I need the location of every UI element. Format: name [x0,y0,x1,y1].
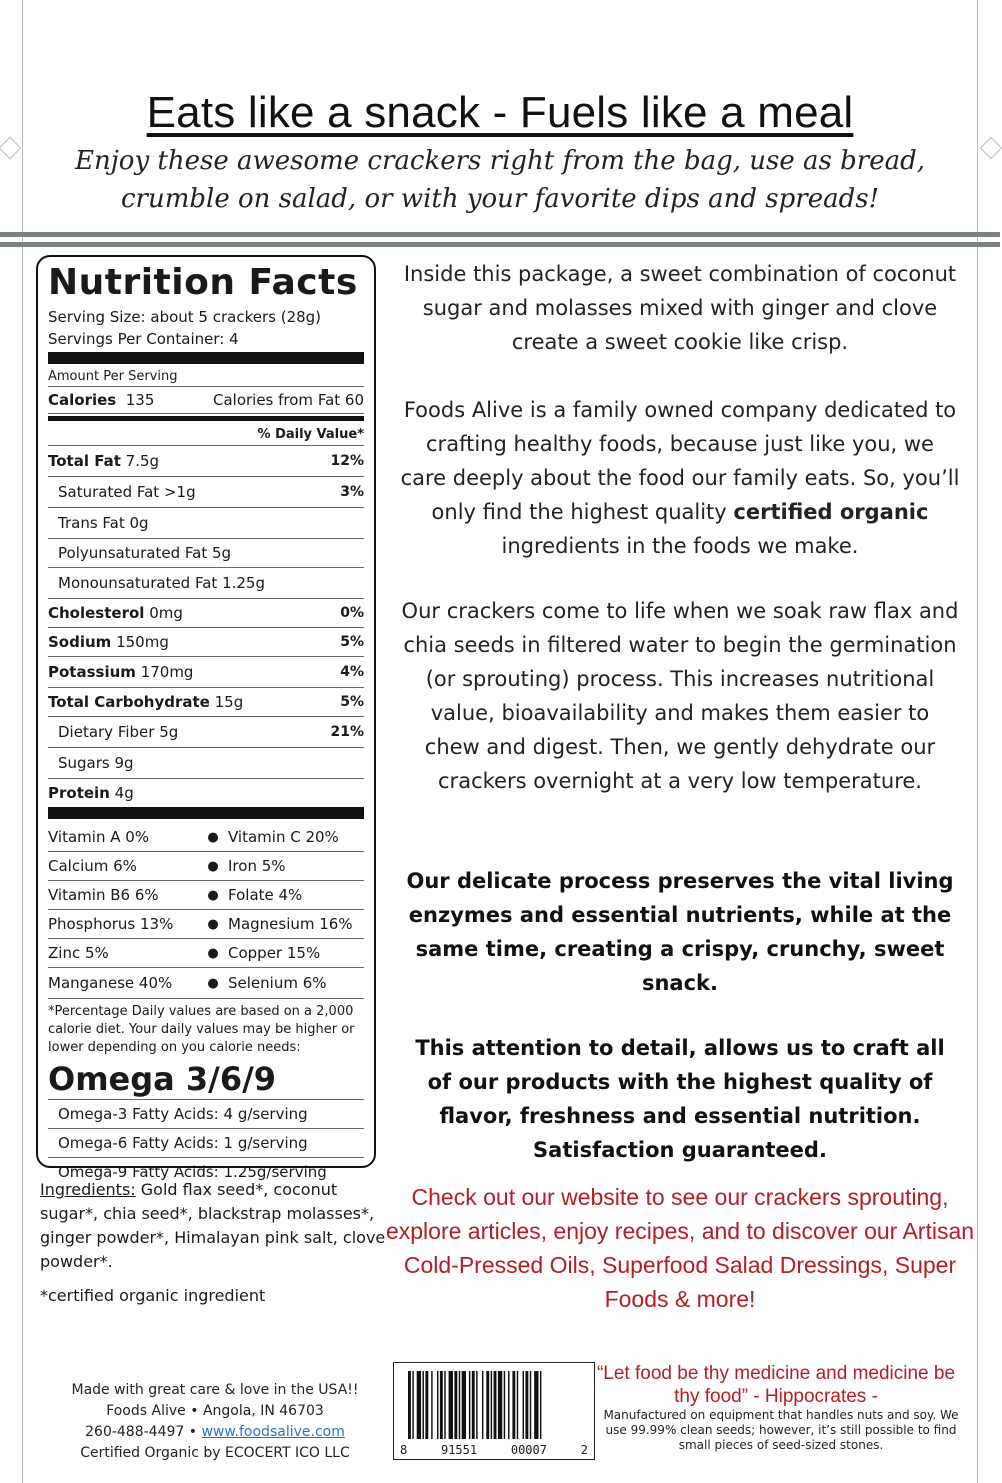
barcode-bar [517,1371,518,1439]
nutrient-row [48,779,364,807]
nutrient-label: Protein [48,784,110,802]
made-in-usa: Made with great care & love in the USA!! [71,1382,359,1398]
daily-value-header-row [48,423,364,446]
website-link[interactable]: www.foodsalive.com [201,1424,345,1440]
barcode-bar [476,1371,477,1439]
company-city: Angola, IN 46703 [202,1403,324,1419]
nutrient-row [48,628,364,657]
nutrient-amount: 150mg [116,633,169,651]
nutrient-row [48,688,364,717]
barcode-bar [423,1371,424,1439]
barcode-digit: 2 [580,1443,588,1457]
nutrient-row [48,599,364,628]
vitamin-right: Iron 5% [228,857,286,875]
vitamin-left: Manganese 40% [48,974,173,992]
barcode-bar [412,1371,413,1439]
nutrient-dv: 12% [330,453,364,469]
allergen-warning: Manufactured on equipment that handles nuts and soy. We use 99.99% clean seeds; however, it’s still possible to find small pieces of seed-sized stones. [603,1408,959,1452]
nutrient-label: Saturated Fat [58,483,160,501]
ingredients-text: Gold flax seed*, coconut sugar*, chia seed*, blackstrap molasses*, ginger powder*, Himalayan pink salt, clove powder*. [40,1180,386,1271]
ingredients-label: Ingredients: [40,1180,136,1199]
company-text-end: ingredients in the foods we make. [501,534,859,558]
vitamin-row [48,852,364,881]
company-name: Foods Alive [106,1403,186,1419]
barcode-digit: 91551 [440,1443,478,1457]
company-info [40,1380,390,1464]
calories-label: Calories [48,391,117,409]
subline: Enjoy these awesome crackers right from the bag, use as bread, crumble on salad, or with your favorite dips and spreads! [75,146,925,214]
headline: Eats like a snack - Fuels like a meal [146,88,854,137]
nutrient-amount: 5g [159,723,179,741]
barcode-bar [540,1371,541,1439]
barcode-bar [494,1371,497,1439]
website-paragraph: Check out our website to see our crackers sprouting, explore articles, enjoy recipes, and to discover our Artisan Cold-Pressed Oils, Superfood Salad Dressings, Super Foods & more! [385,1184,975,1312]
nutrient-amount: 7.5g [125,452,160,470]
barcode-bar [408,1371,411,1439]
barcode-bar [444,1371,445,1439]
intro-paragraph: Inside this package, a sweet combination of coconut sugar and molasses mixed with ginger and clove create a sweet cookie like crisp. [403,262,957,354]
nutrient-row [48,539,364,568]
vitamin-right: Folate 4% [228,886,303,904]
barcode-bar [504,1371,505,1439]
ingredients [40,1178,390,1274]
barcode-bar [530,1371,531,1439]
vitamin-right: Magnesium 16% [228,915,353,933]
nutrient-amount: 5g [212,544,232,562]
nutrient-amount: 15g [214,693,244,711]
vitamin-right: Selenium 6% [228,974,327,992]
nutrient-dv: 5% [340,634,364,650]
barcode-bar [508,1371,509,1439]
barcode-bar [498,1371,502,1439]
nutrient-label: Cholesterol [48,604,145,622]
barcode-digit: 00007 [510,1443,547,1457]
nutrient-label: Trans Fat [58,514,125,532]
barcode-numbers [394,1443,594,1457]
nutrient-amount: 0mg [149,604,183,622]
company-paragraph [400,393,960,563]
barcode-bar [482,1371,483,1439]
certification: Certified Organic by ECOCERT ICO LLC [80,1445,350,1461]
nutrient-amount: 0g [129,514,149,532]
nutrition-title: Nutrition Facts [48,262,358,303]
nutrient-dv: 5% [340,694,364,710]
vitamin-row [48,968,364,999]
nutrition-facts-panel [36,255,376,1181]
nutrient-label: Total Carbohydrate [48,693,210,711]
address-line [40,1401,390,1422]
barcode-bar [440,1371,443,1439]
nutrient-dv: 3% [340,484,364,500]
barcode-digit: 8 [400,1443,408,1457]
nutrient-row [48,568,364,599]
thick-divider [48,352,364,364]
divider-stripes [0,232,1000,252]
vitamin-row [48,910,364,939]
barcode-bar [459,1371,460,1439]
servings-per-container: Servings Per Container: 4 [48,330,239,348]
certified-organic-text: certified organic [733,500,929,524]
bullet-icon: ● [207,858,219,874]
process-paragraph: Our crackers come to life when we soak raw flax and chia seeds in filtered water to begin the germination (or sprouting) process. This increases nutritional value, bioavailability and makes them easier to chew and digest. Then, we gently dehydrate our crackers overnight at a very low temperature. [401,599,959,793]
nutrient-amount: 1.25g [222,574,265,592]
barcode-bar [523,1371,524,1439]
nutrient-amount: 9g [114,754,134,772]
barcode-bar [454,1371,457,1439]
nutrient-row [48,748,364,779]
organic-note: *certified organic ingredient [40,1286,266,1305]
nutrient-dv: 0% [340,605,364,621]
thick-divider [48,807,364,819]
omega-row: Omega-3 Fatty Acids: 4 g/serving [48,1099,364,1128]
bullet-icon: ● [207,916,219,932]
omega-row: Omega-9 Fatty Acids: 1.25g/serving [48,1157,364,1186]
package-edge-left [22,0,23,1483]
separator-dot: • [190,1403,199,1419]
serving-size: Serving Size: about 5 crackers (28g) [48,308,322,326]
calories-value: 135 [125,391,155,409]
vitamin-right: Vitamin C 20% [228,828,339,846]
barcode-bar [486,1371,489,1439]
barcode-bar [449,1371,453,1439]
nutrient-label: Polyunsaturated Fat [58,544,208,562]
contact-line [40,1422,390,1443]
bullet-icon: ● [207,887,219,903]
nutrient-row [48,717,364,748]
bullet-icon: ● [207,975,219,991]
vitamin-left: Zinc 5% [48,944,109,962]
nutrient-label: Dietary Fiber [58,723,155,741]
bullet-icon: ● [207,829,219,845]
barcode-bar [512,1371,515,1439]
calories-from-fat: Calories from Fat 60 [212,391,364,409]
barcode-bar [425,1371,428,1439]
barcode-bar [525,1371,528,1439]
nutrient-dv: 4% [340,664,364,680]
omega-title: Omega 3/6/9 [48,1060,277,1098]
barcode-bars-icon [408,1371,582,1439]
nutrient-label: Potassium [48,663,136,681]
vitamin-right: Copper 15% [228,944,321,962]
nutrient-label: Sodium [48,633,112,651]
quality-paragraph: This attention to detail, allows us to craft all of our products with the highest quality of flavor, freshness and essential nutrition. Satisfaction guaranteed. [415,1036,945,1162]
vitamin-left: Phosphorus 13% [48,915,174,933]
nutrient-label: Total Fat [48,452,121,470]
barcode-bar [469,1371,470,1439]
amount-per-serving: Amount Per Serving [48,368,364,387]
medium-divider [48,416,364,421]
daily-value-header: % Daily Value* [257,426,364,442]
barcode-bar [417,1371,421,1439]
hippocrates-quote: “Let food be thy medicine and medicine be thy food” - Hippocrates - [596,1363,956,1407]
nutrient-label: Sugars [58,754,110,772]
barcode-bar [491,1371,492,1439]
nutrient-row [48,477,364,508]
tear-notch-right [980,137,1002,160]
vitamin-row [48,939,364,968]
barcode-bar [437,1371,438,1439]
phone-number: 260-488-4497 [85,1424,185,1440]
company-text: Foods Alive is a family owned company dedicated to crafting healthy foods, because just like you, we care deeply about the food our family eats. So, you’ll only find the highest quality [400,398,960,524]
barcode [393,1362,595,1460]
nutrient-amount: 170mg [140,663,194,681]
nutrient-label: Monounsaturated Fat [58,574,218,592]
vitamin-left: Vitamin A 0% [48,828,150,846]
tear-notch-left [0,137,21,160]
nutrient-amount: 4g [114,784,134,802]
vitamin-row [48,881,364,910]
vitamin-left: Calcium 6% [48,857,137,875]
barcode-bar [472,1371,475,1439]
nutrient-dv: 21% [330,724,364,740]
nutrient-row [48,446,364,477]
enzymes-paragraph: Our delicate process preserves the vital living enzymes and essential nutrients, while at the same time, creating a crispy, crunchy, sweet snack. [406,869,954,995]
omega-row: Omega-6 Fatty Acids: 1 g/serving [48,1128,364,1157]
vitamin-left: Vitamin B6 6% [48,886,159,904]
daily-value-footnote: *Percentage Daily values are based on a 2,000 calorie diet. Your daily values may be higher or lower depending on you calorie needs: [48,1004,355,1055]
nutrient-row [48,508,364,539]
vitamin-row [48,823,364,852]
nutrient-row [48,657,364,688]
barcode-bar [431,1371,432,1439]
calories-row [48,387,364,414]
barcode-bar [462,1371,466,1439]
nutrient-amount: >1g [163,483,196,501]
separator-dot: • [188,1424,198,1440]
bullet-icon: ● [207,945,219,961]
barcode-bar [534,1371,538,1439]
